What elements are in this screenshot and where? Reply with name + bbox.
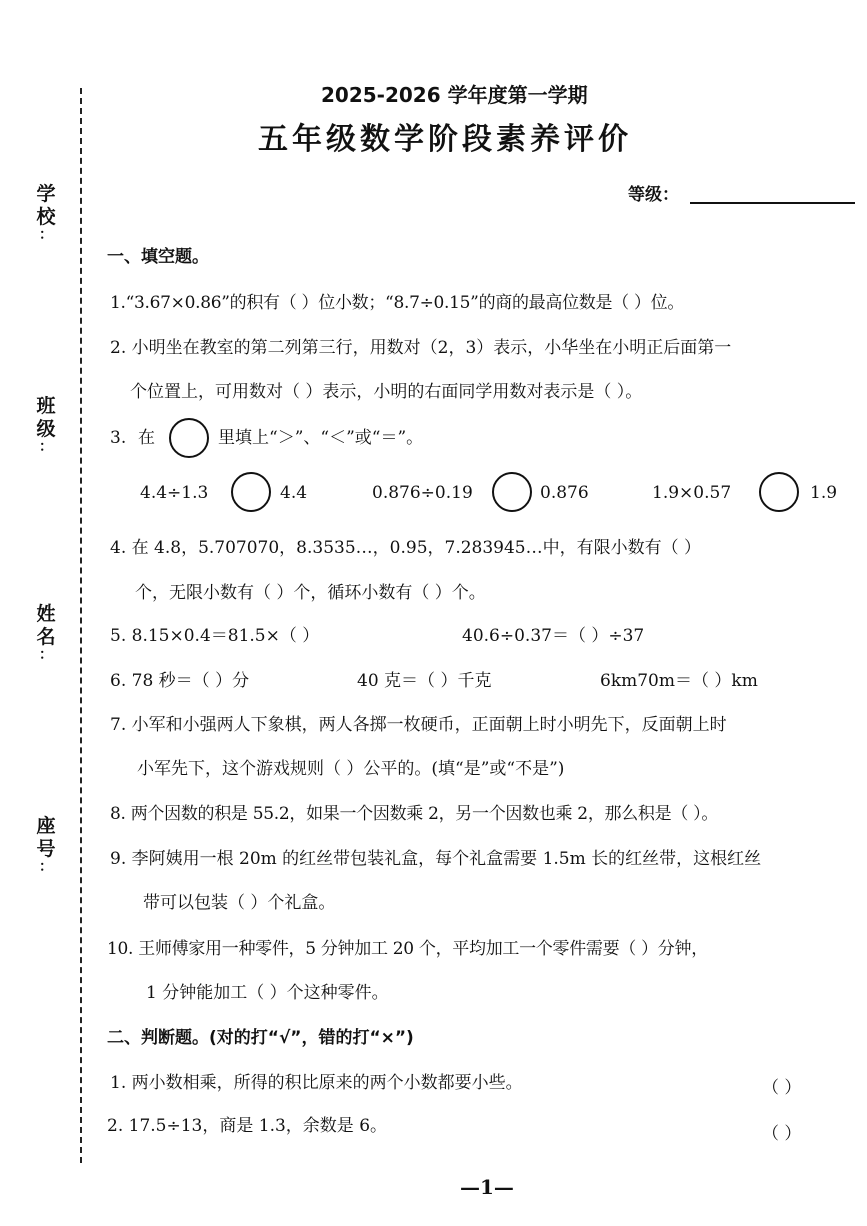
judge-answer-2[interactable]: （ ） bbox=[762, 1124, 802, 1144]
class-colon: ： bbox=[39, 439, 53, 455]
question-5-b: 40.6÷0.37＝（ ）÷37 bbox=[462, 626, 645, 646]
class-char-2: 级 bbox=[36, 418, 56, 440]
question-1: 1.“3.67×0.86”的积有（ ）位小数；“8.7÷0.15”的商的最高位数是（ ）位。 bbox=[110, 293, 685, 313]
seat-colon: ： bbox=[39, 859, 53, 875]
section-true-false-heading: 二、判断题。(对的打“√”，错的打“×”) bbox=[107, 1028, 414, 1048]
question-8: 8. 两个因数的积是 55.2，如果一个因数乘 2，另一个因数也乘 2，那么积是（ ）。 bbox=[110, 804, 719, 824]
name-char-1: 姓 bbox=[36, 603, 56, 625]
question-7-line-1: 7. 小军和小强两人下象棋，两人各掷一枚硬币，正面朝上时小明先下，反面朝上时 bbox=[110, 715, 727, 735]
seat-char-2: 号 bbox=[36, 838, 56, 860]
judge-answer-1[interactable]: （ ） bbox=[762, 1078, 802, 1098]
compare-b-right: 0.876 bbox=[540, 483, 589, 503]
question-4-line-1: 4. 在 4.8，5.707070，8.3535…，0.95，7.283945…中，有限小数有（ ） bbox=[110, 538, 702, 558]
compare-circle-a[interactable] bbox=[231, 472, 271, 512]
seat-char-1: 座 bbox=[36, 815, 56, 837]
page-number: —1— bbox=[460, 1175, 514, 1199]
compare-circle-example bbox=[169, 418, 209, 458]
school-colon: ： bbox=[39, 227, 53, 243]
question-9-line-2: 带可以包装（ ）个礼盒。 bbox=[143, 893, 336, 913]
judge-question-1: 1. 两小数相乘，所得的积比原来的两个小数都要小些。 bbox=[110, 1073, 523, 1093]
question-6-b: 40 克＝（ ）千克 bbox=[357, 671, 492, 691]
question-2-line-1: 2. 小明坐在教室的第二列第三行，用数对（2，3）表示，小华坐在小明正后面第一 bbox=[110, 338, 732, 358]
question-5-a: 5. 8.15×0.4＝81.5×（ ） bbox=[110, 626, 320, 646]
compare-c-left: 1.9×0.57 bbox=[652, 483, 732, 503]
compare-c-right: 1.9 bbox=[810, 483, 838, 503]
question-7-line-2: 小军先下，这个游戏规则（ ）公平的。(填“是”或“不是”) bbox=[137, 759, 565, 779]
question-10-line-2: 1 分钟能加工（ ）个这种零件。 bbox=[146, 983, 389, 1003]
question-6-c: 6km70m＝（ ）km bbox=[600, 671, 758, 691]
section-fill-blank-heading: 一、填空题。 bbox=[107, 247, 209, 267]
compare-a-right: 4.4 bbox=[280, 483, 308, 503]
compare-circle-b[interactable] bbox=[492, 472, 532, 512]
question-10-line-1: 10. 王师傅家用一种零件，5 分钟加工 20 个，平均加工一个零件需要（ ）分钟， bbox=[107, 939, 708, 959]
question-4-line-2: 个，无限小数有（ ）个，循环小数有（ ）个。 bbox=[135, 583, 486, 603]
class-label bbox=[33, 395, 59, 453]
compare-b-left: 0.876÷0.19 bbox=[372, 483, 473, 503]
question-6-a: 6. 78 秒＝（ ）分 bbox=[110, 671, 250, 691]
question-9-line-1: 9. 李阿姨用一根 20m 的红丝带包装礼盒，每个礼盒需要 1.5m 长的红丝带，这根红丝 bbox=[110, 849, 762, 869]
question-3-text-a: 在 bbox=[138, 428, 155, 448]
grade-label: 等级： bbox=[628, 185, 679, 205]
name-colon: ： bbox=[39, 647, 53, 663]
grade-underline[interactable] bbox=[690, 202, 855, 204]
seat-label bbox=[33, 815, 59, 873]
judge-question-2: 2. 17.5÷13，商是 1.3，余数是 6。 bbox=[107, 1116, 388, 1136]
school-char-2: 校 bbox=[36, 206, 56, 228]
class-char-1: 班 bbox=[36, 395, 56, 417]
binding-dashed-line bbox=[80, 88, 82, 1163]
school-year: 2025-2026 学年度第一学期 bbox=[321, 83, 588, 107]
question-3-number: 3. bbox=[110, 428, 127, 448]
question-2-line-2: 个位置上，可用数对（ ）表示，小明的右面同学用数对表示是（ ）。 bbox=[130, 382, 643, 402]
page-title: 五年级数学阶段素养评价 bbox=[258, 122, 632, 157]
question-3-text-b: 里填上“＞”、“＜”或“＝”。 bbox=[218, 428, 424, 448]
compare-a-left: 4.4÷1.3 bbox=[140, 483, 209, 503]
name-char-2: 名 bbox=[36, 626, 56, 648]
name-label bbox=[33, 603, 59, 661]
school-char-1: 学 bbox=[36, 183, 56, 205]
school-label bbox=[33, 183, 59, 241]
compare-circle-c[interactable] bbox=[759, 472, 799, 512]
